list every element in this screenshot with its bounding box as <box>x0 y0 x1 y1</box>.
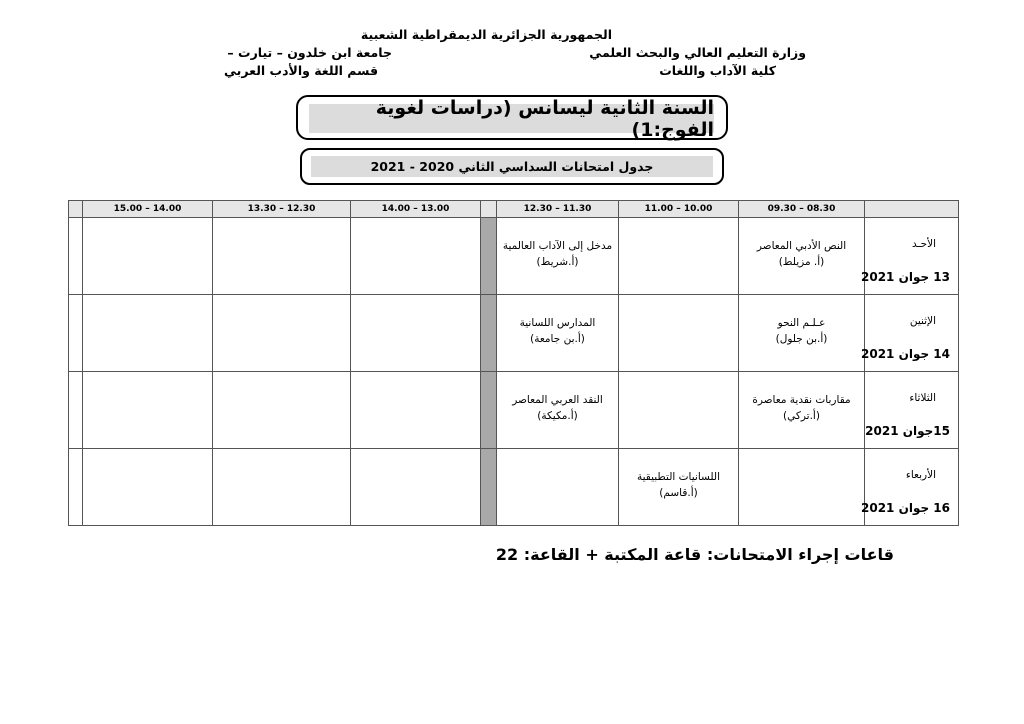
exam-subject: مقاربات نقدية معاصرة <box>752 394 851 406</box>
day-name: الأربعاء <box>905 469 936 481</box>
exam-teacher: (أ.بن جامعة) <box>530 333 585 345</box>
day-cell <box>865 372 959 449</box>
exam-subject: المدارس اللسانية <box>519 317 596 329</box>
row-blank-left <box>69 372 83 449</box>
day-name: الثلاثاء <box>909 392 936 404</box>
header-blank-left <box>69 201 83 218</box>
time-slot-header: 14.00 – 13.00 <box>351 201 481 218</box>
break-column <box>481 218 497 295</box>
exam-schedule-table <box>68 200 959 526</box>
time-slot-header: 09.30 – 08.30 <box>739 201 865 218</box>
exam-slot-cell <box>213 295 351 372</box>
exam-slot-cell <box>213 449 351 526</box>
exam-teacher: (أ. مزيلط) <box>778 256 825 268</box>
exam-subject: النقد العربي المعاصر <box>512 394 603 406</box>
time-slot-header: 12.30 – 11.30 <box>497 201 619 218</box>
exam-slot-cell <box>351 295 481 372</box>
day-row <box>69 372 959 449</box>
exam-slot-cell <box>351 218 481 295</box>
day-date: 13 جوان 2021 <box>861 270 950 284</box>
header-department: قسم اللغة والأدب العربي <box>224 63 378 78</box>
row-blank-left <box>69 218 83 295</box>
exam-teacher: (أ.بن جلول) <box>775 333 828 345</box>
exam-slot-cell <box>83 295 213 372</box>
exam-subject: مدخل إلى الآداب العالمية <box>502 240 613 252</box>
header-faculty: كلية الآداب واللغات <box>659 63 776 78</box>
exam-slot-cell <box>83 218 213 295</box>
exam-entry <box>497 295 618 347</box>
day-date: 14 جوان 2021 <box>861 347 950 361</box>
exam-slot-cell <box>619 295 739 372</box>
exam-teacher: (أ.شريط) <box>536 256 579 268</box>
exam-slot-cell <box>739 218 865 295</box>
exam-slot-cell <box>619 372 739 449</box>
exam-teacher: (أ.تركي) <box>783 410 820 422</box>
break-column <box>481 295 497 372</box>
day-name: الأحـد <box>912 238 936 250</box>
exam-entry <box>739 295 864 347</box>
exam-slot-cell <box>213 372 351 449</box>
break-column <box>481 201 497 218</box>
header-ministry: وزارة التعليم العالي والبحث العلمي <box>589 45 806 60</box>
exam-teacher: (أ.قاسم) <box>659 487 698 499</box>
exam-teacher: (أ.مكيكة) <box>537 410 578 422</box>
exam-slot-cell <box>739 372 865 449</box>
exam-entry <box>739 218 864 270</box>
exam-slot-cell <box>619 218 739 295</box>
time-slot-header: 15.00 – 14.00 <box>83 201 213 218</box>
header-republic: الجمهورية الجزائرية الديمقراطية الشعبية <box>360 27 612 42</box>
day-name: الإثنين <box>909 315 936 327</box>
day-cell <box>861 295 959 372</box>
exam-slot-cell <box>83 372 213 449</box>
break-column <box>481 372 497 449</box>
day-date: 16 جوان 2021 <box>861 501 950 515</box>
exam-subject: عـلـم النحو <box>777 317 826 329</box>
day-header-blank <box>865 201 959 218</box>
row-blank-left <box>69 449 83 526</box>
time-slot-header: 13.30 – 12.30 <box>213 201 351 218</box>
row-blank-left <box>69 295 83 372</box>
exam-rooms-note: قاعات إجراء الامتحانات: قاعة المكتبة + القاعة: 22 <box>495 545 894 564</box>
page-subtitle: جدول امتحانات السداسي الثاني 2020 - 2021 <box>370 159 654 174</box>
exam-slot-cell <box>497 449 619 526</box>
day-cell <box>861 449 959 526</box>
exam-entry <box>619 449 738 501</box>
exam-entry <box>497 372 618 424</box>
exam-slot-cell <box>619 449 739 526</box>
day-row <box>69 218 959 295</box>
exam-slot-cell <box>351 449 481 526</box>
exam-slot-cell <box>497 218 619 295</box>
header-university: جامعة ابن خلدون – تيارت – <box>227 45 392 60</box>
exam-entry <box>497 218 618 270</box>
title-frame <box>296 95 728 140</box>
exam-slot-cell <box>497 372 619 449</box>
day-row <box>69 295 959 372</box>
time-header-row <box>69 201 959 218</box>
exam-subject: النص الأدبي المعاصر <box>756 240 847 252</box>
exam-slot-cell <box>739 449 865 526</box>
exam-slot-cell <box>351 372 481 449</box>
day-cell <box>861 218 959 295</box>
exam-slot-cell <box>83 449 213 526</box>
exam-slot-cell <box>739 295 865 372</box>
exam-slot-cell <box>497 295 619 372</box>
break-column <box>481 449 497 526</box>
page-title: السنة الثانية ليسانس (دراسات لغوية الفوج:1) <box>375 96 714 141</box>
exam-slot-cell <box>213 218 351 295</box>
exam-subject: اللسانيات التطبيقية <box>636 471 720 483</box>
exam-entry <box>739 372 864 424</box>
time-slot-header: 11.00 – 10.00 <box>619 201 739 218</box>
subtitle-frame <box>300 148 724 185</box>
day-row <box>69 449 959 526</box>
day-date: 15جوان 2021 <box>865 424 950 438</box>
